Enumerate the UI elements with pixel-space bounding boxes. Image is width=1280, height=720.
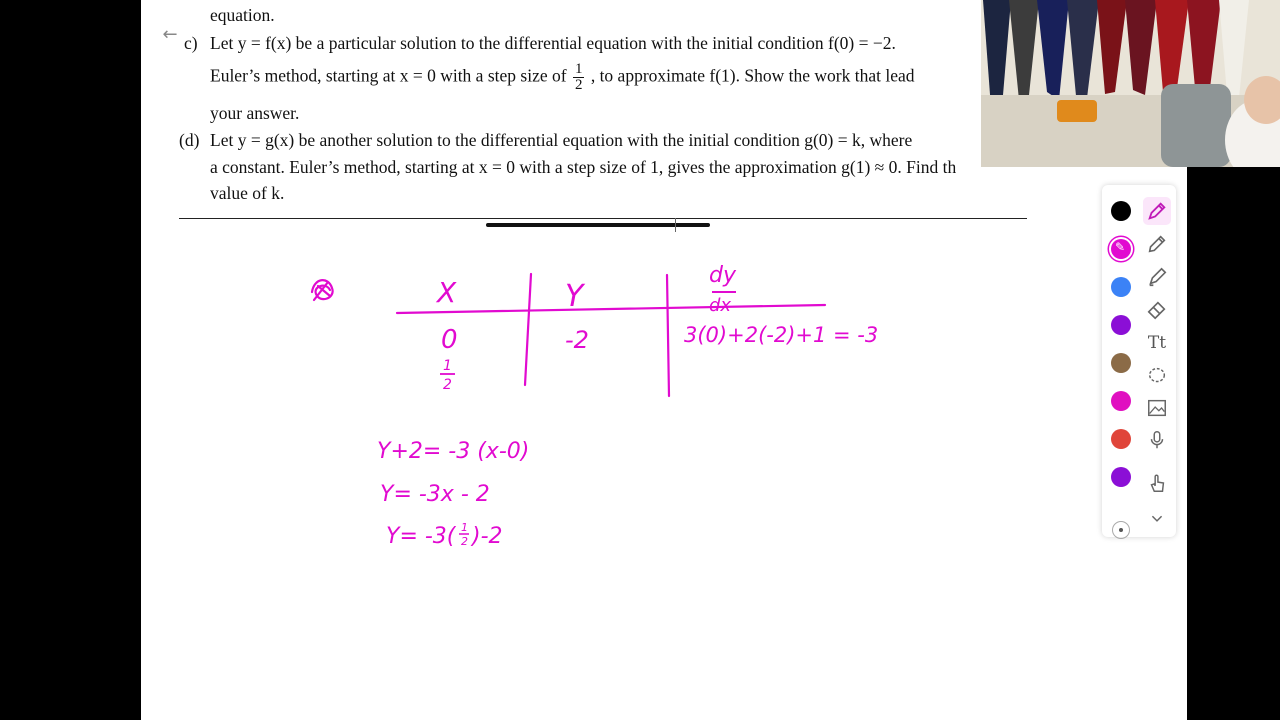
equation-3-den: 2 [461, 535, 468, 548]
table-divider-2 [667, 275, 669, 396]
part-d-line3: value of k. [210, 183, 285, 203]
pen-icon [1146, 200, 1168, 222]
part-c-line2-a: Euler’s method, starting at x = 0 with a step size of [210, 65, 567, 86]
pen-tool-button[interactable] [1143, 197, 1171, 225]
color-swatch-pink[interactable] [1111, 391, 1131, 411]
pencil-icon [1146, 233, 1168, 255]
equation-3-b: )-2 [472, 524, 503, 549]
text-icon: Tt [1147, 333, 1167, 353]
pencil-tool-button[interactable] [1143, 230, 1171, 258]
image-tool-button[interactable] [1143, 394, 1171, 422]
part-d-line2: a constant. Euler’s method, starting at x = 0 with a step size of 1, gives the approximation g(1) ≈ 0. Find th [210, 157, 957, 177]
table-header-line [397, 305, 825, 313]
col-y-header: Y [565, 279, 584, 314]
color-swatch-violet[interactable] [1111, 467, 1131, 487]
fraction-one-half: $\frac{1}{2}$ [574, 61, 583, 93]
annotation-toolbar [1102, 185, 1176, 537]
part-d-label: (d) [179, 130, 200, 150]
dot-icon [1119, 528, 1123, 532]
eraser-icon [1146, 299, 1168, 321]
image-icon [1146, 397, 1168, 419]
highlighter-icon [1146, 266, 1168, 288]
equation-2: Y= -3x - 2 [380, 482, 490, 507]
color-swatch-brown[interactable] [1111, 353, 1131, 373]
webcam-feed [981, 0, 1280, 167]
row2-x-den: 2 [443, 377, 452, 393]
color-swatch-black[interactable] [1111, 201, 1131, 221]
chevron-down-icon [1146, 508, 1168, 530]
table-divider-1 [525, 274, 531, 385]
equation-3-a: Y= -3( [386, 524, 456, 549]
lasso-tool-button[interactable] [1143, 362, 1171, 390]
toolbar-more-indicator[interactable] [1112, 521, 1130, 539]
lasso-icon [1146, 365, 1168, 387]
text-tool-button[interactable] [1143, 329, 1171, 357]
problem-text-equation: equation. [210, 5, 275, 25]
color-swatch-purple[interactable] [1111, 315, 1131, 335]
color-swatch-red[interactable] [1111, 429, 1131, 449]
part-d-line1: Let y = g(x) be another solution to the differential equation with the initial condition g(0) = k, where [210, 130, 913, 150]
row1-dydx: 3(0)+2(-2)+1 = -3 [684, 323, 879, 347]
touch-icon [1146, 472, 1168, 494]
equation-3-num: 1 [461, 521, 468, 534]
arrow-left-icon: ← [162, 24, 178, 45]
color-swatch-blue[interactable] [1111, 277, 1131, 297]
scribble-mark [312, 280, 333, 300]
col-x-header: X [437, 276, 457, 309]
part-c-line2-b: , to approximate f(1). Show the work that lead [590, 65, 915, 86]
touch-tool-button[interactable] [1143, 469, 1171, 497]
equation-1: Y+2= -3 (x-0) [377, 439, 530, 464]
col-dy-header: dy [709, 263, 736, 288]
row2-x-num: 1 [443, 358, 452, 374]
toolbar-collapse-button[interactable] [1143, 505, 1171, 533]
pen-icon: ✎ [1115, 240, 1126, 254]
microphone-icon [1146, 429, 1168, 451]
highlighter-tool-button[interactable] [1143, 263, 1171, 291]
col-dx-header: dx [709, 295, 732, 316]
row1-y: -2 [565, 326, 589, 354]
part-c-label: c) [184, 33, 198, 53]
row1-x: 0 [441, 325, 458, 355]
webcam-overlay [981, 0, 1280, 167]
eraser-tool-button[interactable] [1143, 296, 1171, 324]
microphone-tool-button[interactable] [1143, 426, 1171, 454]
part-c-line1: Let y = f(x) be a particular solution to the differential equation with the initial condition f(0) = −2. [210, 33, 896, 53]
color-swatch-magenta-selected[interactable] [1111, 239, 1131, 259]
part-c-line3: your answer. [210, 103, 300, 123]
